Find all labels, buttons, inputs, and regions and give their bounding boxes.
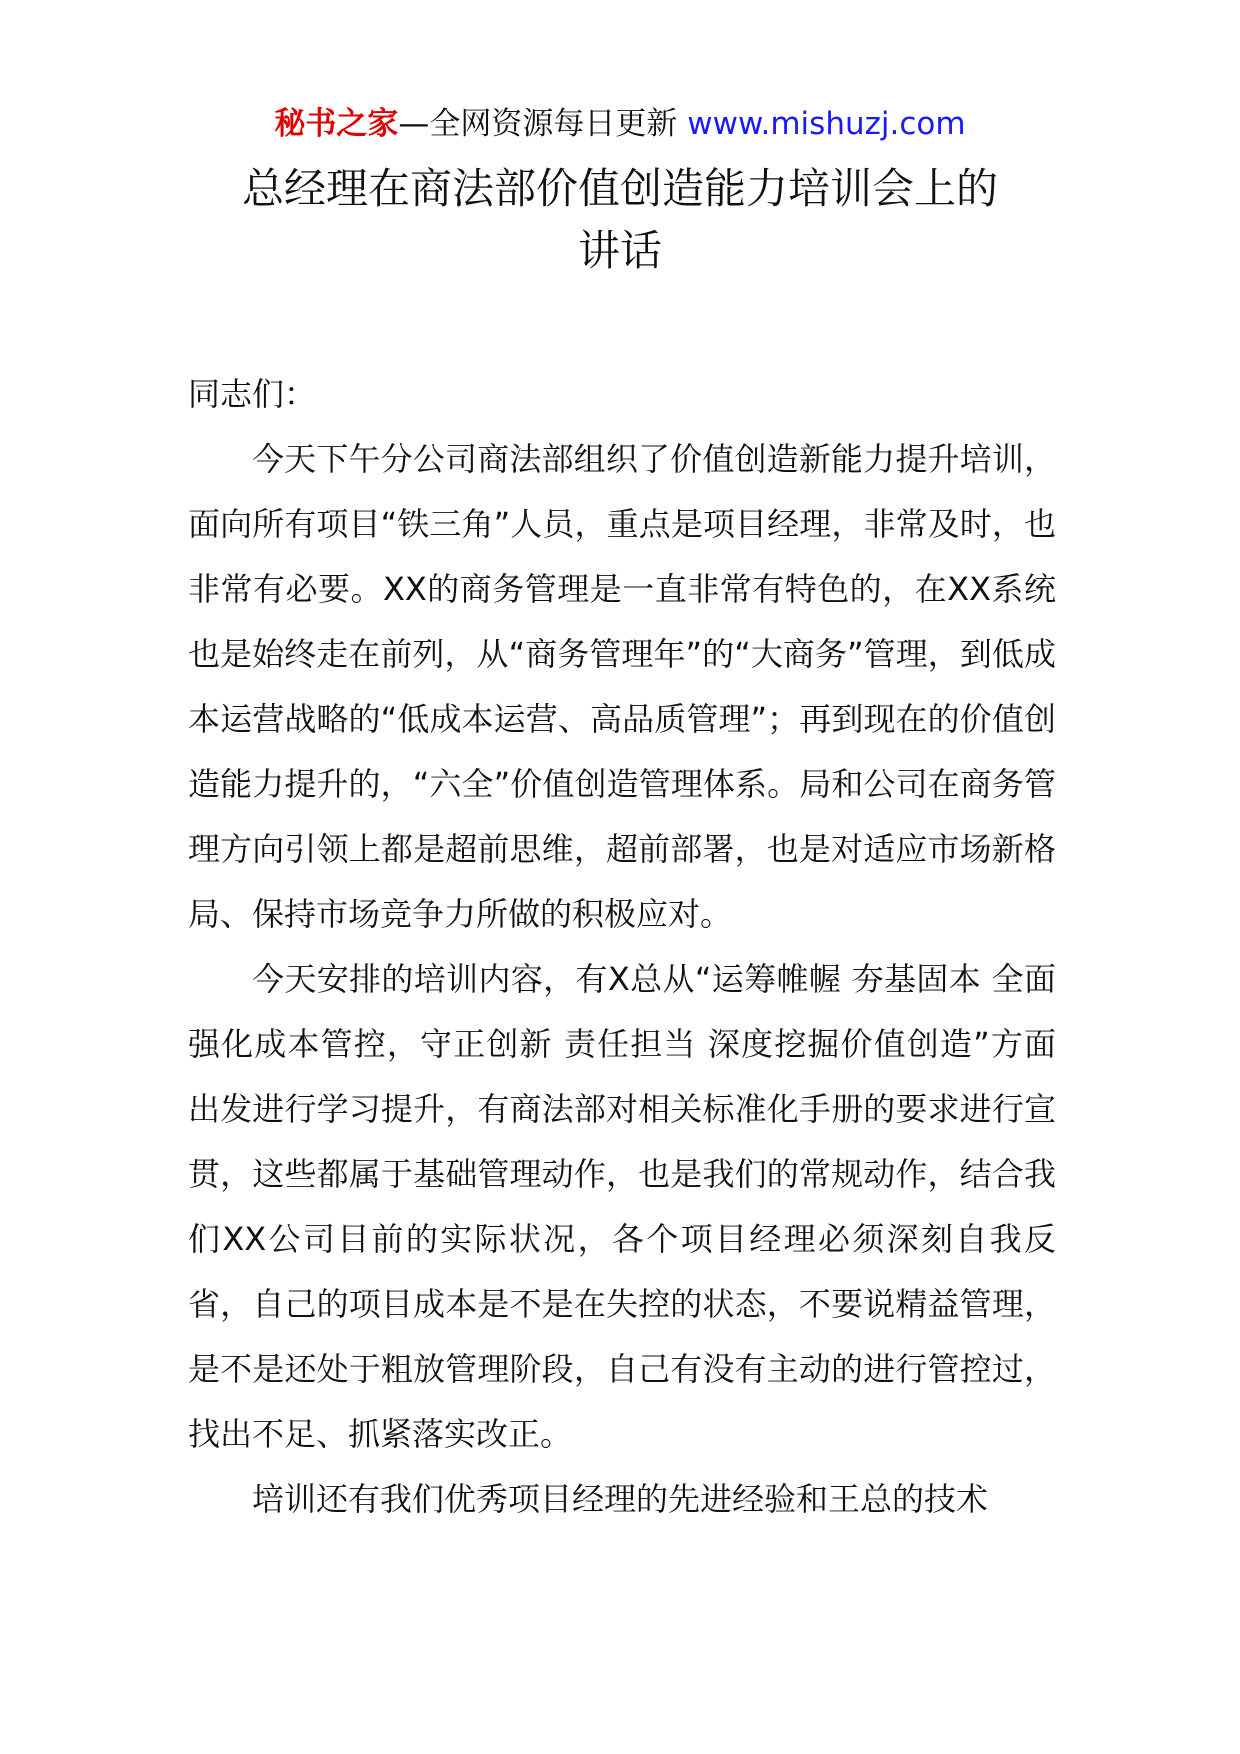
header-tagline: —全网资源每日更新: [398, 106, 678, 142]
title-line-2: 讲话: [577, 226, 662, 275]
paragraph: 今天下午分公司商法部组织了价值创造新能力提升培训，面向所有项目“铁三角”人员，重点是项目经理，非常及时，也非常有必要。XX的商务管理是一直非常有特色的，在XX系统也是始终走在前列，从“商务管理年”的“大商务”管理，到低成本运营战略的“低成本运营、高品质管理”；再到现在的价值创造能力提升的，“六全”价值创造管理体系。局和公司在商务管理方向引领上都是超前思维，超前部署，也是对适应市场新格局、保持市场竞争力所做的积极应对。: [188, 440, 1056, 933]
title-line-1: 总经理在商法部价值创造能力培训会上的: [241, 164, 998, 213]
document-title: [180, 158, 1060, 282]
paragraph: 培训还有我们优秀项目经理的先进经验和王总的技术: [252, 1480, 989, 1518]
salutation: 同志们：: [188, 375, 317, 413]
brand-name: 秘书之家: [274, 106, 399, 142]
site-url-link[interactable]: www.mishuzj.com: [687, 106, 966, 142]
site-header: [0, 100, 1240, 148]
document-body: [188, 362, 1056, 1532]
paragraph: 今天安排的培训内容，有X总从“运筹帷幄 夯基固本 全面强化成本管控，守正创新 责任担当 深度挖掘价值创造”方面出发进行学习提升，有商法部对相关标准化手册的要求进行宣贯，这些都属于基础管理动作，也是我们的常规动作，结合我们XX公司目前的实际状况，各个项目经理必须深刻自我反省，自己的项目成本是不是在失控的状态，不要说精益管理，是不是还处于粗放管理阶段，自己有没有主动的进行管控过，找出不足、抓紧落实改正。: [188, 960, 1056, 1453]
